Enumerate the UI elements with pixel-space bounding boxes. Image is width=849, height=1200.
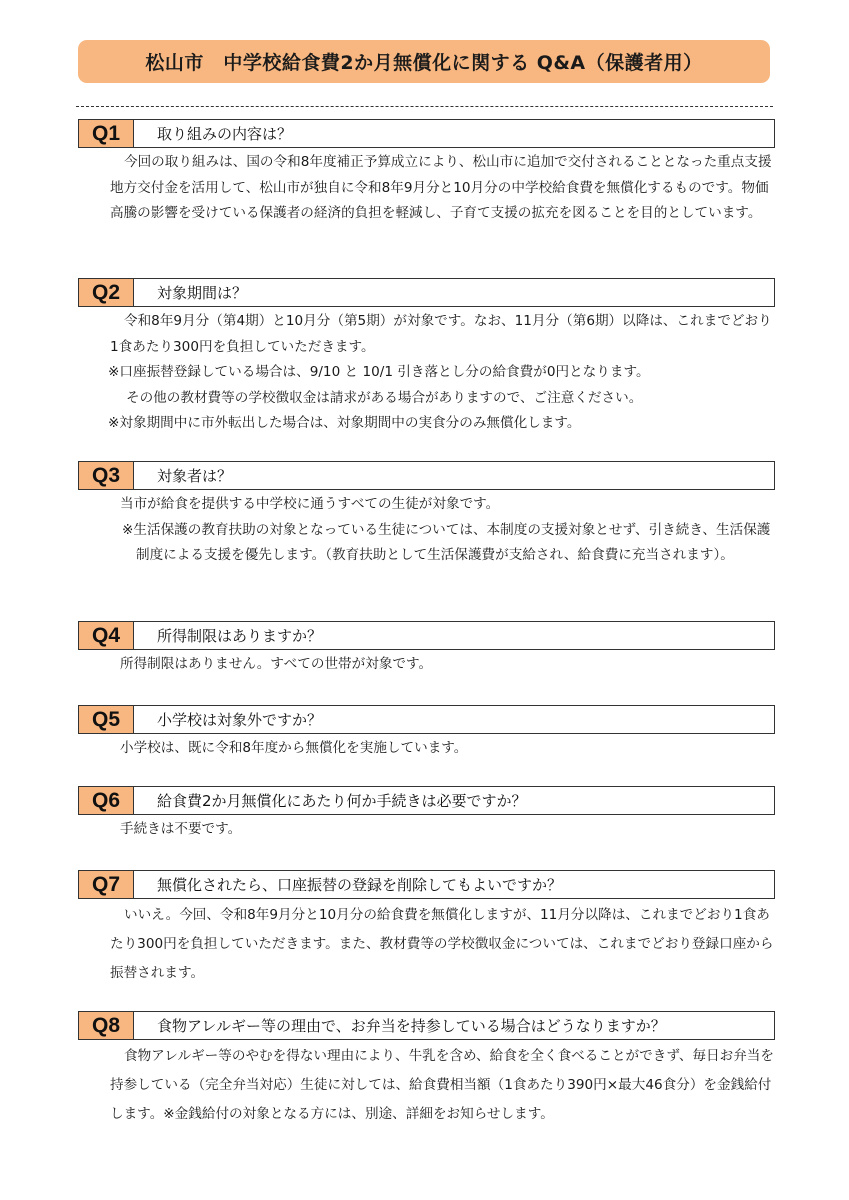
answer-text: 今回の取り組みは、国の令和8年度補正予算成立により、松山市に追加で交付されることとなった重点支援地方交付金を活用して、松山市が独自に令和8年9月分と10月分の中学校給食費を無償化するものです。物価高騰の影響を受けている保護者の経済的負担を軽減し、子育て支援の拡充を図ることを目的としています。 [110,154,772,221]
answer-note: ※対象期間中に市外転出した場合は、対象期間中の実食分のみ無償化します。 [108,415,581,431]
qa-item-4 [78,621,775,678]
question-row [78,1011,775,1040]
answer [78,901,775,988]
question-row [78,119,775,148]
dotted-divider [76,106,773,107]
answer-text: 小学校は、既に令和8年度から無償化を実施しています。 [120,740,468,756]
qa-item-3 [78,461,775,569]
question-row [78,870,775,899]
answer [78,817,775,843]
question-row [78,705,775,734]
answer-text: 所得制限はありません。すべての世帯が対象です。 [120,656,433,672]
page-title: 松山市 中学校給食費2か月無償化に関する Q&A（保護者用） [78,40,770,83]
question-text: 給食費2か月無償化にあたり何か手続きは必要ですか？ [157,792,527,810]
question-text: 無償化されたら、口座振替の登録を削除してもよいですか？ [157,876,563,894]
answer [78,1042,775,1129]
question-text: 所得制限はありますか？ [157,627,323,645]
question-number: Q2 [79,279,134,306]
qa-item-8 [78,1011,775,1129]
answer [78,309,775,437]
question-number: Q7 [79,871,134,898]
answer [78,736,775,762]
answer-text: 当市が給食を提供する中学校に通うすべての生徒が対象です。 [120,496,500,512]
question-text: 食物アレルギー等の理由で、お弁当を持参している場合はどうなりますか？ [157,1017,666,1035]
question-text: 対象者は？ [157,467,233,485]
question-text: 小学校は対象外ですか？ [157,711,323,729]
answer [78,150,775,227]
answer-note: ※口座振替登録している場合は、9/10 と 10/1 引き落とし分の給食費が0円となります。 [108,364,650,380]
qa-item-7 [78,870,775,988]
question-number: Q1 [79,120,134,147]
qa-item-6 [78,786,775,843]
answer-text: 手続きは不要です。 [120,821,242,837]
question-row [78,786,775,815]
answer-text: 食物アレルギー等のやむを得ない理由により、牛乳を含め、給食を全く食べることができず、毎日お弁当を持参している（完全弁当対応）生徒に対しては、給食費相当額（1食あたり390円×最大46食分）を金銭給付します。※金銭給付の対象となる方には、別途、詳細をお知らせします。 [110,1048,774,1122]
question-text: 対象期間は？ [157,284,248,302]
answer-text: 令和8年9月分（第4期）と10月分（第5期）が対象です。なお、11月分（第6期）以降は、これまでどおり1食あたり300円を負担していただきます。 [110,313,772,355]
question-number: Q4 [79,622,134,649]
question-row [78,278,775,307]
answer [78,492,775,569]
answer-note: ※生活保護の教育扶助の対象となっている生徒については、本制度の支援対象とせず、引き続き、生活保護制度による支援を優先します。（教育扶助として生活保護費が支給され、給食費に充当されます）。 [122,521,771,563]
question-number: Q5 [79,706,134,733]
question-row [78,461,775,490]
qa-item-2 [78,278,775,437]
question-number: Q8 [79,1012,134,1039]
question-text: 取り組みの内容は？ [157,125,293,143]
qa-item-5 [78,705,775,762]
question-number: Q3 [79,462,134,489]
qa-item-1 [78,119,775,227]
answer-text: いいえ。今回、令和8年9月分と10月分の給食費を無償化しますが、11月分以降は、これまでどおり1食あたり300円を負担していただきます。また、教材費等の学校徴収金については、これまでどおり登録口座から振替されます。 [110,907,774,981]
question-row [78,621,775,650]
answer [78,652,775,678]
question-number: Q6 [79,787,134,814]
answer-note-continued: その他の教材費等の学校徴収金は請求がある場合がありますので、ご注意ください。 [126,389,643,406]
